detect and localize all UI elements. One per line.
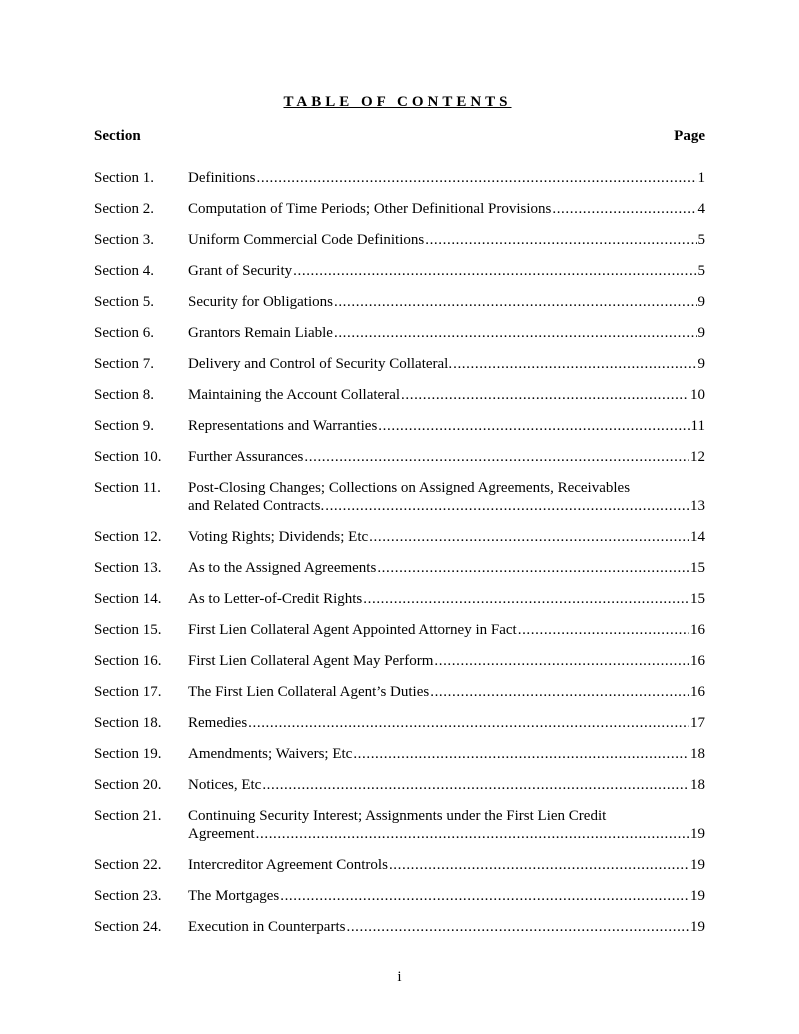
toc-entry-number: Section 13.: [94, 560, 162, 576]
toc-entry-title: As to the Assigned Agreements: [188, 560, 377, 576]
toc-entry-title: First Lien Collateral Agent Appointed Attorney in Fact: [188, 622, 517, 638]
toc-entry-number: Section 24.: [94, 919, 162, 935]
toc-entry-title: The First Lien Collateral Agent’s Duties: [188, 684, 430, 700]
toc-entry-page: 1: [697, 170, 705, 186]
toc-entry-number: Section 2.: [94, 201, 154, 217]
toc-entry-title: Representations and Warranties: [188, 418, 378, 434]
toc-entry-number: Section 21.: [94, 808, 162, 824]
toc-entry[interactable]: [94, 856, 705, 874]
dot-leader: [363, 590, 689, 608]
toc-entry-page: 12: [690, 449, 705, 465]
dot-leader: [256, 825, 689, 843]
toc-entry-title: Remedies: [188, 715, 248, 731]
toc-entry-page: 19: [690, 888, 705, 904]
toc-entry-page: 11: [690, 418, 705, 434]
toc-entry-page: 19: [690, 826, 705, 842]
toc-entry-page: 17: [690, 715, 705, 731]
toc-entry-page: 16: [690, 684, 705, 700]
toc-entry[interactable]: [94, 807, 705, 843]
dot-leader: [430, 683, 689, 701]
dot-leader: [304, 448, 689, 466]
toc-entry-number: Section 10.: [94, 449, 162, 465]
toc-entry-number: Section 7.: [94, 356, 154, 372]
toc-entry-title: Grantors Remain Liable: [188, 325, 333, 341]
toc-entry-page: 14: [690, 529, 705, 545]
toc-entry-number: Section 1.: [94, 170, 154, 186]
toc-entry-number: Section 22.: [94, 857, 162, 873]
toc-entry-number: Section 9.: [94, 418, 154, 434]
toc-entry-title: Amendments; Waivers; Etc: [188, 746, 353, 762]
toc-entry-page: 9: [697, 294, 705, 310]
dot-leader: [353, 745, 689, 763]
toc-entry[interactable]: [94, 714, 705, 732]
dot-leader: [425, 231, 696, 249]
toc-entry[interactable]: [94, 652, 705, 670]
toc-entry-page: 4: [697, 201, 705, 217]
toc-entry-page: 10: [690, 387, 705, 403]
dot-leader: [334, 324, 697, 342]
toc-entry-number: Section 19.: [94, 746, 162, 762]
toc-entry-title: Agreement: [188, 826, 255, 842]
toc-entry[interactable]: [94, 559, 705, 577]
toc-entry-page: 13: [690, 498, 705, 514]
dot-leader: [346, 918, 689, 936]
toc-entry-title: The Mortgages: [188, 888, 280, 904]
toc-entry-page: 9: [697, 325, 705, 341]
toc-entry[interactable]: [94, 683, 705, 701]
toc-entry[interactable]: [94, 918, 705, 936]
toc-entry-title: First Lien Collateral Agent May Perform: [188, 653, 434, 669]
toc-entry-title: Uniform Commercial Code Definitions: [188, 232, 425, 248]
toc-entry-page: 16: [690, 653, 705, 669]
toc-entry[interactable]: [94, 417, 705, 435]
toc-entry-page: 19: [690, 919, 705, 935]
toc-entry-title: Computation of Time Periods; Other Definitional Provisions: [188, 201, 552, 217]
toc-entry-number: Section 20.: [94, 777, 162, 793]
toc-entry[interactable]: [94, 262, 705, 280]
toc-entry[interactable]: [94, 887, 705, 905]
toc-entry-number: Section 3.: [94, 232, 154, 248]
dot-leader: [293, 262, 696, 280]
toc-entry[interactable]: [94, 169, 705, 187]
toc-entry-page: 9: [697, 356, 705, 372]
page-column-header: Page: [674, 128, 705, 144]
toc-entry-title: Execution in Counterparts: [188, 919, 346, 935]
dot-leader: [262, 776, 689, 794]
toc-entry-number: Section 6.: [94, 325, 154, 341]
toc-entry-number: Section 15.: [94, 622, 162, 638]
toc-entry[interactable]: [94, 528, 705, 546]
toc-entry-page: 16: [690, 622, 705, 638]
section-column-header: Section: [94, 128, 141, 144]
toc-entry-number: Section 18.: [94, 715, 162, 731]
toc-entry-page: 5: [697, 232, 705, 248]
toc-entry-number: Section 14.: [94, 591, 162, 607]
toc-entry-title: Further Assurances: [188, 449, 304, 465]
toc-entry[interactable]: [94, 590, 705, 608]
toc-entry-title: As to Letter-of-Credit Rights: [188, 591, 363, 607]
toc-entry-title: Notices, Etc: [188, 777, 262, 793]
toc-list: [94, 169, 705, 949]
toc-entry[interactable]: [94, 355, 705, 373]
dot-leader: [389, 856, 689, 874]
page-number: i: [397, 969, 402, 985]
dot-leader: [378, 417, 689, 435]
dot-leader: [334, 293, 697, 311]
toc-entry-page: 19: [690, 857, 705, 873]
toc-entry-number: Section 12.: [94, 529, 162, 545]
toc-entry-number: Section 8.: [94, 387, 154, 403]
toc-entry[interactable]: [94, 745, 705, 763]
toc-entry-title-line: Continuing Security Interest; Assignments under the First Lien Credit: [188, 808, 607, 824]
dot-leader: [401, 386, 689, 404]
toc-entry-title-line: Post-Closing Changes; Collections on Assigned Agreements, Receivables: [188, 480, 631, 496]
dot-leader: [377, 559, 689, 577]
dot-leader: [453, 355, 696, 373]
dot-leader: [552, 200, 696, 218]
dot-leader: [434, 652, 689, 670]
toc-entry[interactable]: [94, 293, 705, 311]
toc-entry-title: Grant of Security: [188, 263, 293, 279]
toc-entry-number: Section 17.: [94, 684, 162, 700]
toc-entry-title: Maintaining the Account Collateral: [188, 387, 401, 403]
dot-leader: [518, 621, 689, 639]
toc-entry-title: Definitions: [188, 170, 256, 186]
toc-title: TABLE OF CONTENTS: [283, 94, 512, 110]
toc-entry-page: 15: [690, 560, 705, 576]
toc-entry-title: Voting Rights; Dividends; Etc: [188, 529, 369, 545]
toc-entry-number: Section 5.: [94, 294, 154, 310]
toc-entry-number: Section 4.: [94, 263, 154, 279]
dot-leader: [280, 887, 689, 905]
toc-entry-page: 5: [697, 263, 705, 279]
toc-entry[interactable]: [94, 479, 705, 515]
dot-leader: [257, 169, 697, 187]
dot-leader: [325, 497, 689, 515]
toc-entry-number: Section 11.: [94, 480, 161, 496]
toc-entry[interactable]: [94, 200, 705, 218]
dot-leader: [369, 528, 689, 546]
toc-entry[interactable]: [94, 776, 705, 794]
toc-entry-title: Delivery and Control of Security Collateral.: [188, 356, 453, 372]
toc-entry-title: and Related Contracts.: [188, 498, 325, 514]
toc-entry-title: Security for Obligations: [188, 294, 333, 310]
toc-entry[interactable]: [94, 231, 705, 249]
toc-entry-title: Intercreditor Agreement Controls: [188, 857, 388, 873]
toc-entry-page: 18: [690, 746, 705, 762]
toc-entry-number: Section 23.: [94, 888, 162, 904]
toc-entry[interactable]: [94, 386, 705, 404]
toc-entry-page: 15: [690, 591, 705, 607]
toc-entry-number: Section 16.: [94, 653, 162, 669]
toc-entry[interactable]: [94, 621, 705, 639]
toc-entry[interactable]: [94, 324, 705, 342]
dot-leader: [248, 714, 689, 732]
toc-entry[interactable]: [94, 448, 705, 466]
toc-entry-page: 18: [690, 777, 705, 793]
